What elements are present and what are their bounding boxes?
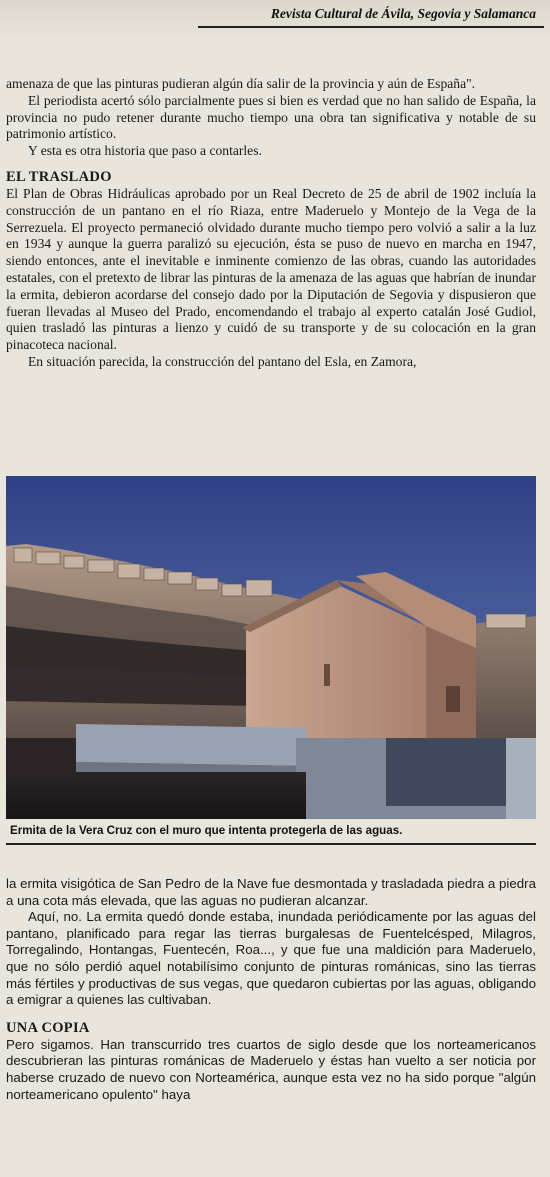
paragraph: Aquí, no. La ermita quedó donde estaba, inundada periódicamente por las aguas del pantano, planificado para regar las tierras burgalesas de Fuentelcésped, Milagros, Torregalindo, Hontangas, Fuentecén, Roa..., y que fue una maldición para Maderuelo, que no sólo perdió aquel notabilísimo conjunto de pinturas románicas, sino las tierras más fértiles y productivas de sus vegas, que quedaron cubiertas por las aguas, obligando a emigrar a quienes las cultivaban. [6,909,536,1008]
section-heading-una-copia: UNA COPIA [6,1019,90,1036]
paragraph: El Plan de Obras Hidráulicas aprobado por un Real Decreto de 25 de abril de 1902 incluía la construcción de un pantano en el río Riaza, entre Maderuelo y Montejo de la Vega de la Serrezuela. El proyecto permaneció olvidado durante mucho tiempo pero volvió a salir a la luz en 1934 y aunque la guerra paralizó su ejecución, ésta se puso de nuevo en marcha en 1947, siendo entonces, ante el inevitable e inminente comienzo de las obras, cuando las autoridades estatales, con el pretexto de librar las pinturas de la amenaza de las aguas que habrían de inundar la ermita, debieron acordarse del consejo dado por la Diputación de Segovia y dispusieron que fueran llevadas al Museo del Prado, encomendando el trabajo al experto catalán José Gudiol, quien trasladó las pinturas a lienzo y cuidó de su transporte y de su colocación en la gran pinacoteca nacional. [6,185,536,353]
paragraph: la ermita visigótica de San Pedro de la Nave fue desmontada y trasladada piedra a piedra a una cota más elevada, que las aguas no pudieran alcanzar. [6,876,536,908]
paragraph: Pero sigamos. Han transcurrido tres cuartos de siglo desde que los norteamericanos descubrieran las pinturas románicas de Maderuelo y éstas han vuelto a ser noticia por haberse cruzado de nuevo con Norteamérica, aunque esta vez no ha sido porque "algún norteamericano opulento" haya [6,1036,536,1102]
article-column-top [6,76,536,371]
photo-ermita-vera-cruz [6,476,536,819]
paragraph: El periodista acertó sólo parcialmente pues si bien es verdad que no han salido de España, la provincia no pudo retener durante mucho tiempo una obra tan significativa y notable de su patrimonio artístico. [6,92,536,142]
section-heading-el-traslado: EL TRASLADO [6,168,112,185]
magazine-title: Revista Cultural de Ávila, Segovia y Salamanca [270,6,536,21]
photo-caption: Ermita de la Vera Cruz con el muro que intenta protegerla de las aguas. [10,824,403,837]
paragraph: En situación parecida, la construcción del pantano del Esla, en Zamora, [28,353,417,369]
photo-illustration [6,476,536,819]
page-header [0,0,550,34]
paragraph: Y esta es otra historia que paso a contarles. [28,143,262,159]
header-rule [198,26,544,28]
article-column-bottom [6,876,536,1103]
paragraph: amenaza de que las pinturas pudieran algún día salir de la provincia y aún de España". [6,76,476,91]
caption-rule [6,843,536,845]
